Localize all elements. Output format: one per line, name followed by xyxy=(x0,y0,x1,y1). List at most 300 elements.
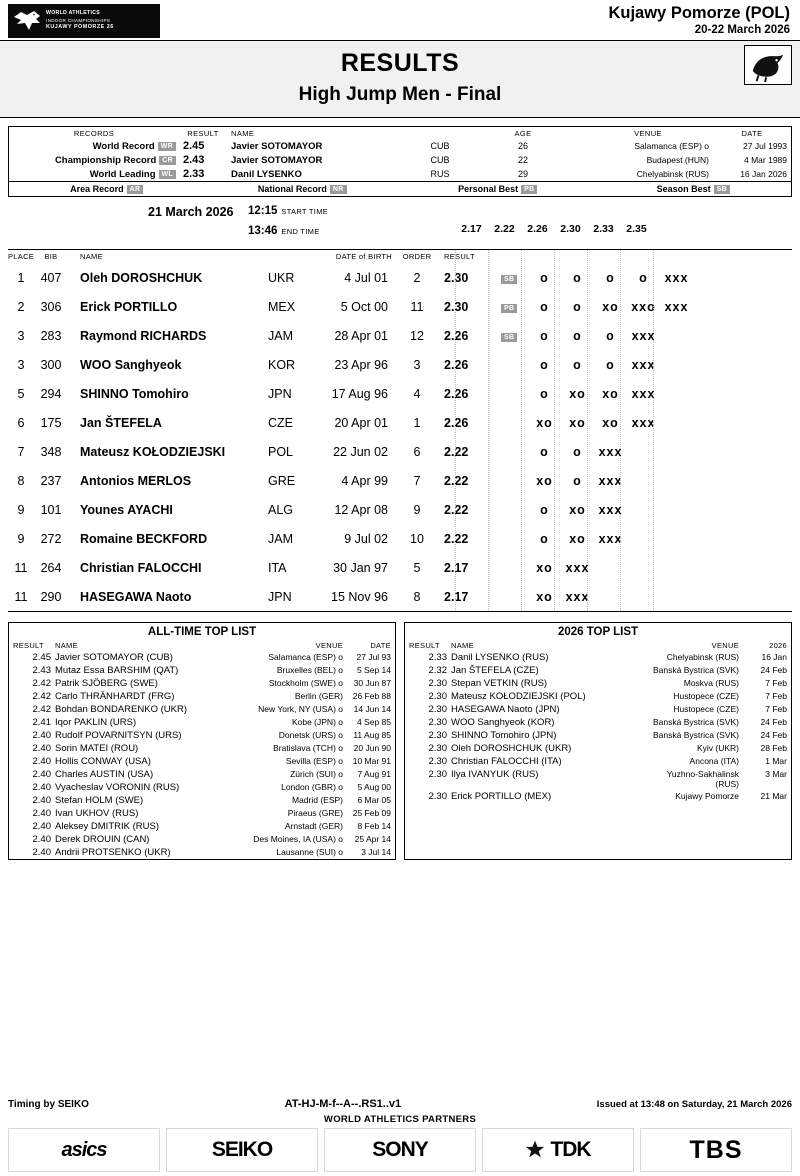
list-item xyxy=(405,755,791,768)
list-item xyxy=(405,677,791,690)
row-attempts xyxy=(528,321,792,350)
attempt xyxy=(660,416,693,430)
record-age: 22 xyxy=(517,155,528,165)
row-bib: 294 xyxy=(40,386,62,401)
height-header: 2.35 xyxy=(626,223,647,235)
item-venue: Kujawy Pomorze xyxy=(675,791,739,801)
item-result: 2.32 xyxy=(428,665,447,676)
item-venue: Lausanne (SUI) o xyxy=(276,847,343,857)
attempt: xo xyxy=(602,415,619,430)
row-attempts xyxy=(528,524,792,553)
record-tag: WR xyxy=(158,142,176,151)
attempt xyxy=(660,329,693,343)
results-table-wrap xyxy=(8,249,792,612)
attempt: xo xyxy=(602,386,619,401)
item-date: 25 Apr 14 xyxy=(354,834,391,844)
item-name: Iqor PAKLIN (URS) xyxy=(55,717,137,728)
header-order: ORDER xyxy=(402,252,432,261)
row-nat: JPN xyxy=(268,589,292,604)
item-date: 5 Aug 00 xyxy=(357,782,391,792)
row-order: 11 xyxy=(410,299,424,314)
attempt: o xyxy=(573,357,582,372)
row-dob: 4 Jul 01 xyxy=(344,270,388,285)
header-dob: DATE of BIRTH xyxy=(335,252,392,261)
logo-text xyxy=(46,10,114,32)
row-result: 2.26 xyxy=(444,386,469,401)
record-result: 2.45 xyxy=(183,140,205,152)
row-dob: 28 Apr 01 xyxy=(334,328,388,343)
list-item xyxy=(9,651,395,664)
table-row[interactable] xyxy=(8,553,792,582)
attempt xyxy=(627,532,660,546)
item-venue: Bruxelles (BEL) o xyxy=(276,665,343,675)
list-item xyxy=(9,703,395,716)
item-venue: Moskva (RUS) xyxy=(683,678,739,688)
row-place: 6 xyxy=(17,415,25,430)
row-dob: 5 Oct 00 xyxy=(340,299,388,314)
session-date: 21 March 2026 xyxy=(148,205,234,219)
attempt: o xyxy=(540,328,549,343)
table-row[interactable] xyxy=(8,350,792,379)
row-place: 11 xyxy=(14,560,28,575)
item-date: 1 Mar xyxy=(765,756,787,766)
row-name: Jan ŠTEFELA xyxy=(80,415,162,430)
item-venue: Yuzhno-Sakhalinsk (RUS) xyxy=(666,769,739,789)
row-nat: JPN xyxy=(268,386,292,401)
item-result: 2.30 xyxy=(428,743,447,754)
record-tag: CR xyxy=(159,156,176,165)
attempt xyxy=(627,561,660,575)
row-result: 2.30 xyxy=(444,270,469,285)
item-venue: Donetsk (URS) o xyxy=(278,730,343,740)
item-name: Aleksey DMITRIK (RUS) xyxy=(55,821,159,832)
page-header xyxy=(0,0,800,38)
end-time xyxy=(248,225,320,237)
item-date: 28 Feb xyxy=(760,743,787,753)
row-bib: 175 xyxy=(40,415,62,430)
attempt xyxy=(693,300,726,314)
item-date: 6 Mar 05 xyxy=(357,795,391,805)
item-venue: Berlin (GER) xyxy=(294,691,343,701)
table-row[interactable] xyxy=(8,379,792,408)
legend-personal-best xyxy=(400,182,596,196)
row-bib: 348 xyxy=(40,444,62,459)
list-item xyxy=(9,716,395,729)
attempt: o xyxy=(573,444,582,459)
table-row[interactable] xyxy=(8,321,792,350)
item-date: 21 Mar xyxy=(760,791,787,801)
table-row[interactable] xyxy=(8,292,792,321)
records-table xyxy=(9,127,791,181)
table-row[interactable] xyxy=(8,437,792,466)
legend-label: Season Best xyxy=(656,184,711,194)
attempt: o xyxy=(540,386,549,401)
record-venue: Chelyabinsk (RUS) xyxy=(636,169,709,179)
item-result: 2.43 xyxy=(32,665,51,676)
item-venue: Banská Bystrica (SVK) xyxy=(653,665,739,675)
attempt: xo xyxy=(536,560,553,575)
record-row xyxy=(9,153,791,167)
item-date: 3 Mar xyxy=(765,769,787,779)
record-result: 2.43 xyxy=(183,154,205,166)
item-result: 2.40 xyxy=(32,769,51,780)
item-result: 2.30 xyxy=(428,717,447,728)
sponsor-label: SEIKO xyxy=(211,1138,273,1161)
header-date: 2026 xyxy=(769,641,787,650)
item-name: SHINNO Tomohiro (JPN) xyxy=(451,730,557,741)
row-place: 5 xyxy=(17,386,25,401)
item-name: Charles AUSTIN (USA) xyxy=(55,769,154,780)
row-place: 7 xyxy=(17,444,25,459)
row-dob: 12 Apr 08 xyxy=(334,502,388,517)
attempt xyxy=(627,445,660,459)
attempt: o xyxy=(606,270,615,285)
item-date: 7 Feb xyxy=(765,691,787,701)
item-result: 2.40 xyxy=(32,756,51,767)
attempt: xo xyxy=(536,415,553,430)
item-result: 2.30 xyxy=(428,704,447,715)
row-attempts xyxy=(528,379,792,408)
row-bib: 306 xyxy=(40,299,62,314)
results-table xyxy=(8,263,792,611)
item-name: Sorin MATEI (ROU) xyxy=(55,743,139,754)
attempt: o xyxy=(573,328,582,343)
list-item xyxy=(9,833,395,846)
attempt xyxy=(594,590,627,604)
row-result: 2.30 xyxy=(444,299,469,314)
row-order: 3 xyxy=(413,357,421,372)
attempt: xo xyxy=(569,502,586,517)
row-result: 2.17 xyxy=(444,560,469,575)
attempt xyxy=(693,358,726,372)
row-dob: 17 Aug 96 xyxy=(331,386,388,401)
record-row xyxy=(9,139,791,153)
row-bib: 272 xyxy=(40,531,62,546)
row-name: Erick PORTILLO xyxy=(80,299,178,314)
attempt: xo xyxy=(569,415,586,430)
season-list-title: 2026 TOP LIST xyxy=(557,626,639,638)
attempt: xxx xyxy=(598,473,623,488)
row-nat: MEX xyxy=(268,299,296,314)
record-label: World Leading xyxy=(89,168,156,180)
item-name: Oleh DOROSHCHUK (UKR) xyxy=(451,743,572,754)
row-nat: CZE xyxy=(268,415,293,430)
item-venue: Kobe (JPN) o xyxy=(291,717,343,727)
row-dob: 22 Jun 02 xyxy=(333,444,388,459)
item-name: Javier SOTOMAYOR (CUB) xyxy=(55,652,173,663)
item-result: 2.45 xyxy=(32,652,51,663)
attempt xyxy=(693,329,726,343)
row-attempts xyxy=(528,350,792,379)
row-bib: 237 xyxy=(40,473,62,488)
record-tag: WL xyxy=(159,170,176,179)
row-nat: JAM xyxy=(268,328,293,343)
logo-line-3: KUJAWY POMORZE 26 xyxy=(46,24,114,31)
end-time-value: 13:46 xyxy=(248,225,278,237)
sponsor-label: TDK xyxy=(550,1138,591,1161)
item-result: 2.30 xyxy=(428,678,447,689)
attempt: xo xyxy=(536,473,553,488)
attempt: o xyxy=(540,531,549,546)
list-item xyxy=(405,716,791,729)
header-nat xyxy=(268,252,324,261)
championship-logo xyxy=(8,4,160,38)
record-nat: CUB xyxy=(430,155,450,165)
row-result: 2.22 xyxy=(444,473,469,488)
sponsor-tdk xyxy=(482,1128,634,1172)
attempt xyxy=(660,503,693,517)
item-venue: Salamanca (ESP) o xyxy=(268,652,343,662)
item-venue: Sevilla (ESP) o xyxy=(285,756,343,766)
list-item xyxy=(9,690,395,703)
list-item xyxy=(9,742,395,755)
item-venue: Hustopece (CZE) xyxy=(673,691,739,701)
record-name: Javier SOTOMAYOR xyxy=(231,140,323,152)
row-attempts xyxy=(528,466,792,495)
records-legend xyxy=(9,181,791,196)
row-nat: JAM xyxy=(268,531,293,546)
eagle-icon xyxy=(12,8,42,34)
item-date: 5 Sep 14 xyxy=(356,665,391,675)
row-place: 3 xyxy=(17,328,25,343)
record-nat: RUS xyxy=(430,169,450,179)
attempt xyxy=(693,416,726,430)
row-attempts xyxy=(528,292,792,321)
record-name: Danil LYSENKO xyxy=(231,168,302,180)
attempt xyxy=(693,503,726,517)
item-date: 24 Feb xyxy=(760,717,787,727)
row-name: Christian FALOCCHI xyxy=(80,560,202,575)
item-date: 27 Jul 93 xyxy=(356,652,391,662)
row-tag: SB xyxy=(501,333,517,342)
attempt xyxy=(693,271,726,285)
row-dob: 15 Nov 96 xyxy=(331,589,388,604)
attempt xyxy=(660,561,693,575)
issued-timestamp: Issued at 13:48 on Saturday, 21 March 2026 xyxy=(596,1098,792,1110)
item-result: 2.40 xyxy=(32,834,51,845)
table-row[interactable] xyxy=(8,408,792,437)
attempt: xo xyxy=(569,531,586,546)
list-item xyxy=(405,742,791,755)
record-label: Championship Record xyxy=(54,154,157,166)
row-result: 2.26 xyxy=(444,357,469,372)
item-date: 11 Aug 85 xyxy=(353,730,391,740)
page-footer xyxy=(0,1098,800,1176)
attempt: xxx xyxy=(598,502,623,517)
item-date: 24 Feb xyxy=(760,730,787,740)
item-result: 2.42 xyxy=(32,704,51,715)
row-bib: 283 xyxy=(40,328,62,343)
row-nat: POL xyxy=(268,444,294,459)
item-venue: London (GBR) o xyxy=(281,782,343,792)
row-name: Raymond RICHARDS xyxy=(80,328,207,343)
item-venue: New York, NY (USA) o xyxy=(258,704,343,714)
attempt: o xyxy=(606,328,615,343)
attempt: o xyxy=(639,270,648,285)
sponsor-label: TBS xyxy=(689,1135,743,1164)
meet-dates: 20-22 March 2026 xyxy=(694,24,790,36)
start-time xyxy=(248,205,328,217)
row-place: 11 xyxy=(14,589,28,604)
item-venue: Chelyabinsk (RUS) xyxy=(666,652,739,662)
attempt xyxy=(693,590,726,604)
row-order: 4 xyxy=(413,386,421,401)
row-dob: 4 Apr 99 xyxy=(341,473,388,488)
partners-label: WORLD ATHLETICS PARTNERS xyxy=(323,1114,477,1125)
item-result: 2.40 xyxy=(32,730,51,741)
item-result: 2.30 xyxy=(428,691,447,702)
attempt xyxy=(660,358,693,372)
item-date: 20 Jun 90 xyxy=(353,743,391,753)
attempt: xxx xyxy=(631,386,656,401)
list-item xyxy=(9,755,395,768)
item-name: Christian FALOCCHI (ITA) xyxy=(451,756,562,767)
sponsor-sony xyxy=(324,1128,476,1172)
item-date: 7 Feb xyxy=(765,704,787,714)
attempt xyxy=(693,387,726,401)
attempt: o xyxy=(540,357,549,372)
attempt xyxy=(594,561,627,575)
item-name: Carlo THRÄNHARDT (FRG) xyxy=(55,691,175,702)
row-order: 6 xyxy=(413,444,421,459)
item-name: Vyacheslav VORONIN (RUS) xyxy=(55,782,180,793)
list-item xyxy=(9,794,395,807)
item-date: 3 Jul 14 xyxy=(361,847,391,857)
attempt: xo xyxy=(536,589,553,604)
event-title: High Jump Men - Final xyxy=(298,84,502,105)
item-date: 26 Feb 88 xyxy=(352,691,391,701)
row-name: Romaine BECKFORD xyxy=(80,531,208,546)
row-result: 2.22 xyxy=(444,502,469,517)
season-list-header xyxy=(405,640,791,651)
item-result: 2.40 xyxy=(32,847,51,858)
item-name: Patrik SJÖBERG (SWE) xyxy=(55,678,158,689)
row-name: SHINNO Tomohiro xyxy=(80,386,189,401)
table-row[interactable] xyxy=(8,582,792,611)
item-result: 2.40 xyxy=(32,808,51,819)
item-date: 8 Feb 14 xyxy=(357,821,391,831)
item-result: 2.40 xyxy=(32,782,51,793)
attempt xyxy=(627,474,660,488)
record-date: 4 Mar 1989 xyxy=(744,155,787,165)
row-attempts xyxy=(528,408,792,437)
attempt xyxy=(660,445,693,459)
legend-national-record xyxy=(205,182,401,196)
col-venue: VENUE xyxy=(634,129,662,138)
attempt: xxx xyxy=(631,328,656,343)
col-nat xyxy=(417,127,463,139)
row-nat: KOR xyxy=(268,357,296,372)
row-nat: UKR xyxy=(268,270,295,285)
item-date: 30 Jun 87 xyxy=(353,678,391,688)
row-order: 12 xyxy=(410,328,424,343)
row-dob: 30 Jan 97 xyxy=(333,560,388,575)
row-order: 1 xyxy=(413,415,421,430)
col-records: RECORDS xyxy=(73,129,115,138)
table-row[interactable] xyxy=(8,466,792,495)
row-result: 2.22 xyxy=(444,444,469,459)
sponsor-label: asics xyxy=(61,1138,107,1161)
sponsor-asics xyxy=(8,1128,160,1172)
record-date: 16 Jan 2026 xyxy=(740,169,787,179)
row-nat: GRE xyxy=(268,473,296,488)
attempt: xo xyxy=(569,386,586,401)
attempt: o xyxy=(540,444,549,459)
list-item xyxy=(405,729,791,742)
col-date: DATE xyxy=(741,129,763,138)
height-header: 2.22 xyxy=(494,223,515,235)
alltime-list-title: ALL-TIME TOP LIST xyxy=(147,626,257,638)
attempt xyxy=(693,474,726,488)
item-date: 24 Feb xyxy=(760,665,787,675)
item-name: Stefan HOLM (SWE) xyxy=(55,795,144,806)
item-result: 2.30 xyxy=(428,756,447,767)
record-row xyxy=(9,167,791,181)
attempt: xxx xyxy=(664,270,689,285)
attempt xyxy=(693,445,726,459)
meet-info xyxy=(608,4,792,36)
attempt xyxy=(693,532,726,546)
record-name: Javier SOTOMAYOR xyxy=(231,154,323,166)
item-name: Rudolf POVARNITSYN (URS) xyxy=(55,730,182,741)
row-dob: 23 Apr 96 xyxy=(334,357,388,372)
item-venue: Bratislava (TCH) o xyxy=(273,743,343,753)
sponsor-bar xyxy=(0,1128,800,1176)
session-info xyxy=(0,203,800,249)
records-box xyxy=(8,126,792,197)
row-nat: ITA xyxy=(268,560,287,575)
sponsor-label: SONY xyxy=(372,1138,428,1161)
height-header: 2.26 xyxy=(527,223,548,235)
meet-name: Kujawy Pomorze (POL) xyxy=(608,4,790,22)
results-header-row xyxy=(8,250,792,263)
row-place: 3 xyxy=(17,357,25,372)
attempt: o xyxy=(573,299,582,314)
attempt: xo xyxy=(602,299,619,314)
legend-tag: AR xyxy=(127,185,144,194)
start-time-value: 12:15 xyxy=(248,205,278,217)
col-result: RESULT xyxy=(187,129,219,138)
records-header-row xyxy=(9,127,791,139)
item-result: 2.33 xyxy=(428,652,447,663)
record-label: World Record xyxy=(92,140,155,152)
item-result: 2.30 xyxy=(428,791,447,802)
row-place: 1 xyxy=(17,270,25,285)
row-result: 2.22 xyxy=(444,531,469,546)
item-venue: Des Moines, IA (USA) o xyxy=(253,834,343,844)
legend-label: National Record xyxy=(257,184,327,194)
attempt xyxy=(693,561,726,575)
attempt xyxy=(660,590,693,604)
item-date: 7 Aug 91 xyxy=(357,769,391,779)
table-row[interactable] xyxy=(8,495,792,524)
sponsor-tbs xyxy=(640,1128,792,1172)
height-header: 2.17 xyxy=(461,223,482,235)
logo-line-1: WORLD ATHLETICS xyxy=(46,9,101,16)
attempt: xxo xyxy=(631,299,656,314)
attempt: o xyxy=(606,357,615,372)
table-row[interactable] xyxy=(8,263,792,292)
header-result: RESULT xyxy=(13,641,44,650)
alltime-list-header xyxy=(9,640,395,651)
table-row[interactable] xyxy=(8,524,792,553)
logo-line-2: INDOOR CHAMPIONSHIPS xyxy=(46,17,111,23)
attempt xyxy=(627,503,660,517)
list-item xyxy=(9,807,395,820)
item-result: 2.30 xyxy=(428,730,447,741)
row-place: 9 xyxy=(17,502,25,517)
item-name: Erick PORTILLO (MEX) xyxy=(451,791,552,802)
